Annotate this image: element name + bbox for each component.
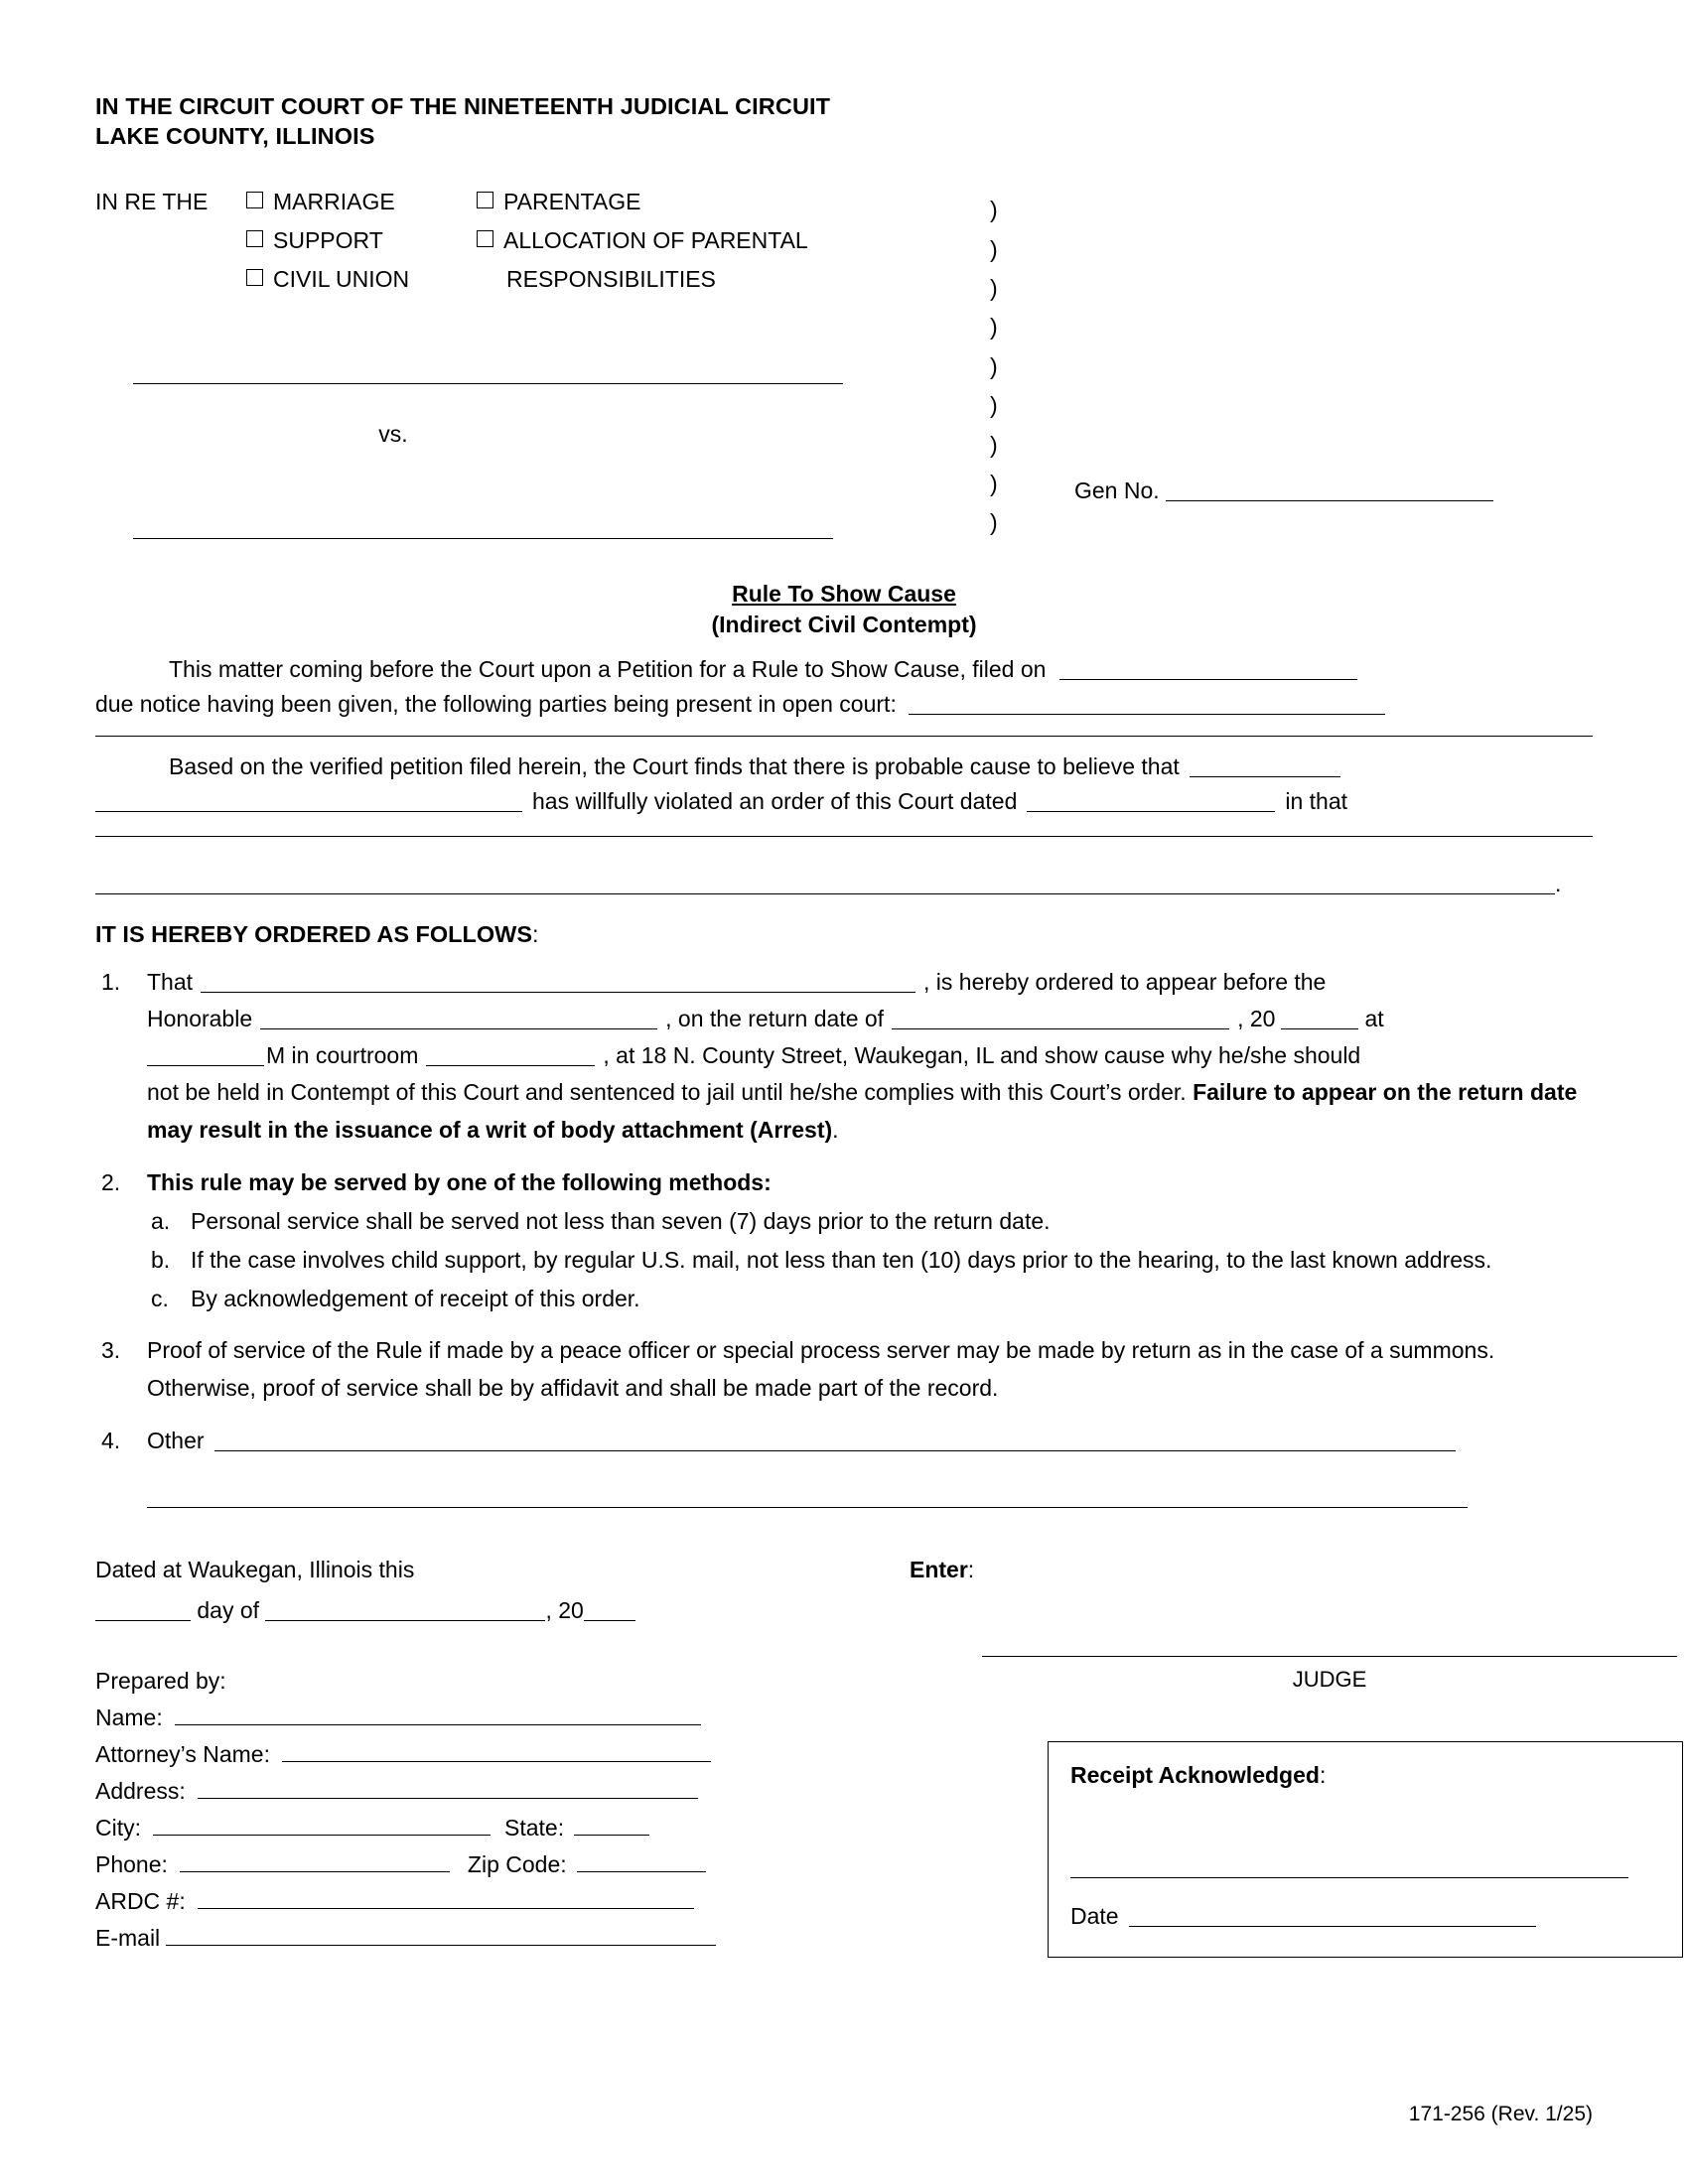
- checkbox-civil-union[interactable]: [246, 268, 477, 291]
- caption-row-3: [95, 268, 1593, 307]
- prepared-attorney-input[interactable]: [282, 1746, 711, 1762]
- item-1-seg6: at: [1364, 1005, 1384, 1031]
- receipt-heading-colon: :: [1319, 1762, 1327, 1788]
- document-body: [95, 91, 1593, 1964]
- parties-present-line-2[interactable]: [95, 736, 1593, 737]
- prepared-state-input[interactable]: [574, 1820, 649, 1836]
- petitioner-name-line[interactable]: [133, 383, 843, 384]
- item-2-sublist: [147, 1203, 1593, 1316]
- dated-year-prefix: , 20: [545, 1596, 584, 1623]
- prepared-name-row: [95, 1706, 850, 1743]
- item-1-seg9: not be held in Contempt of this Court and sentenced to jail until he/she complies with this Court’s order.: [147, 1079, 1187, 1106]
- checkbox-marriage-label: MARRIAGE: [273, 189, 395, 215]
- violation-description-line-1[interactable]: [95, 836, 1593, 837]
- item-1-number: 1.: [101, 968, 121, 995]
- item-1-line-1: [147, 964, 1593, 1001]
- item-2c-number: c.: [151, 1285, 169, 1311]
- checkbox-support-label: SUPPORT: [273, 227, 383, 254]
- ordered-item-2: [95, 1164, 1593, 1317]
- prepared-address-input[interactable]: [198, 1783, 698, 1799]
- dated-line-2: [95, 1590, 1593, 1630]
- prepared-name-input[interactable]: [175, 1709, 701, 1725]
- prepared-state-label: State:: [504, 1814, 565, 1841]
- item-1-line-3: [147, 1037, 1593, 1074]
- item-1-period: .: [832, 1116, 839, 1143]
- prepared-city-state-row: [95, 1814, 850, 1853]
- document-title: Rule To Show Cause: [732, 581, 956, 608]
- prepared-address-label: Address:: [95, 1777, 186, 1804]
- item-1-seg5: , 20: [1237, 1005, 1276, 1031]
- dated-year-line[interactable]: [584, 1603, 635, 1621]
- prepared-phone-label: Phone:: [95, 1850, 168, 1877]
- judge-label: JUDGE: [1292, 1667, 1367, 1693]
- item-2b-number: b.: [151, 1246, 171, 1273]
- in-re-the-label: IN RE THE: [95, 189, 209, 215]
- checkbox-allocation-box[interactable]: [477, 230, 493, 247]
- enter-block: [910, 1550, 974, 1589]
- item-1-seg3: Honorable: [147, 1005, 253, 1031]
- enter-colon: :: [967, 1557, 975, 1583]
- item-2b-text: If the case involves child support, by regular U.S. mail, not less than ten (10) days prior to the hearing, to the last known address.: [191, 1246, 1492, 1273]
- violation-description-line-2[interactable]: [95, 877, 1555, 894]
- respondent-name-line[interactable]: [133, 538, 833, 539]
- prepared-ardc-label: ARDC #:: [95, 1887, 186, 1914]
- item-1-line-2: [147, 1001, 1593, 1037]
- checkbox-marriage[interactable]: [246, 191, 477, 213]
- receipt-heading-row: [1070, 1762, 1660, 1789]
- document-subtitle: (Indirect Civil Contempt): [711, 611, 977, 637]
- checkbox-parentage-box[interactable]: [477, 192, 493, 208]
- gen-no-input-line[interactable]: [1166, 483, 1493, 501]
- receipt-date-line[interactable]: [1129, 1909, 1536, 1927]
- ordered-items-list: [95, 964, 1593, 1517]
- checkbox-support-box[interactable]: [246, 230, 263, 247]
- item-1-warning: Failure to appear on the return date may result in the issuance of a writ of body attachment (Arrest): [147, 1079, 1578, 1143]
- prepared-email-row: [95, 1924, 850, 1964]
- item-2-heading: This rule may be served by one of the following methods:: [147, 1168, 772, 1195]
- return-year-line[interactable]: [1281, 1012, 1358, 1029]
- prepared-phone-zip-row: [95, 1850, 850, 1890]
- gen-no-label: Gen No.: [1074, 478, 1160, 504]
- item-3-text: Proof of service of the Rule if made by a peace officer or special process server may be made by return as in the case of a summons. Otherwise, proof of service shall be by affidavit and shall be made part of the record.: [147, 1337, 1495, 1401]
- item-2-number: 2.: [101, 1168, 121, 1195]
- other-line-2[interactable]: [147, 1490, 1468, 1508]
- receipt-signature-line[interactable]: [1070, 1860, 1628, 1878]
- court-header-line2: LAKE COUNTY, ILLINOIS: [95, 123, 375, 150]
- ordered-item-4: [95, 1423, 1593, 1517]
- receipt-date-label: Date: [1070, 1903, 1119, 1929]
- checkbox-parentage-label: PARENTAGE: [503, 189, 641, 215]
- item-2c-text: By acknowledgement of receipt of this order.: [191, 1285, 640, 1311]
- judge-signature-line[interactable]: [982, 1656, 1677, 1657]
- court-header-line1: IN THE CIRCUIT COURT OF THE NINETEENTH JUDICIAL CIRCUIT: [95, 93, 831, 119]
- checkbox-allocation-label: ALLOCATION OF PARENTAL: [503, 227, 808, 254]
- preamble-p2b-text: has willfully violated an order of this Court dated: [532, 787, 1018, 814]
- allocation-continued-label: RESPONSIBILITIES: [506, 266, 716, 293]
- prepared-city-label: City:: [95, 1814, 141, 1841]
- receipt-acknowledged-box: [1048, 1741, 1683, 1958]
- filed-on-date-line[interactable]: [1059, 662, 1357, 680]
- preamble-paragraph-2: [95, 751, 1593, 783]
- prepared-by-block: [95, 1667, 850, 1964]
- honorable-judge-line[interactable]: [260, 1012, 657, 1029]
- time-line[interactable]: [147, 1048, 264, 1066]
- item-4-number: 4.: [101, 1427, 121, 1453]
- prepared-phone-input[interactable]: [180, 1856, 450, 1872]
- item-2a-number: a.: [151, 1208, 171, 1234]
- ordered-as-follows-text: IT IS HEREBY ORDERED AS FOLLOWS: [95, 920, 533, 947]
- prepared-ardc-input[interactable]: [198, 1893, 694, 1909]
- prepared-email-input[interactable]: [166, 1930, 716, 1946]
- prepared-name-label: Name:: [95, 1704, 163, 1730]
- preamble-p2-text: Based on the verified petition filed herein, the Court finds that there is probable cause to believe that: [169, 753, 1180, 780]
- dated-day-of-label: day of: [197, 1596, 260, 1623]
- item-4-label: Other: [147, 1427, 205, 1453]
- dated-month-line[interactable]: [265, 1603, 545, 1621]
- dated-line-1: Dated at Waukegan, Illinois this: [95, 1557, 415, 1583]
- receipt-heading: Receipt Acknowledged: [1070, 1762, 1320, 1788]
- caption-row-2: [95, 229, 1593, 268]
- prepared-email-label: E-mail: [95, 1924, 161, 1951]
- dated-day-line[interactable]: [95, 1603, 191, 1621]
- checkbox-civil-union-box[interactable]: [246, 269, 263, 286]
- ordered-item-1: [95, 964, 1593, 1149]
- petitioner-name-row: [95, 345, 1593, 384]
- respondent-name-row: [95, 500, 1593, 539]
- violation-period: .: [1555, 870, 1562, 896]
- item-1-seg8: , at 18 N. County Street, Waukegan, IL and show cause why he/she should: [603, 1042, 1361, 1068]
- case-caption: [95, 191, 1593, 539]
- prepared-attorney-row: [95, 1740, 850, 1780]
- checkbox-parentage[interactable]: [477, 191, 640, 213]
- checkbox-allocation-of-parental-responsibilities[interactable]: [477, 229, 808, 252]
- item-1-seg1: That: [147, 968, 194, 995]
- violator-name-line[interactable]: [95, 794, 522, 812]
- probable-cause-line-a[interactable]: [1190, 759, 1340, 777]
- checkbox-support[interactable]: [246, 229, 477, 252]
- caption-spacer-1: [95, 307, 1593, 345]
- ordered-as-follows-heading: [95, 921, 1593, 948]
- courtroom-line[interactable]: [426, 1048, 595, 1066]
- violation-description-row-2: [95, 871, 1593, 897]
- gen-no-field: [1074, 479, 1493, 502]
- preamble-paragraph-2b: [95, 785, 1593, 818]
- preamble-p2c-text: in that: [1285, 787, 1348, 814]
- item-4-line-2-wrap: [147, 1479, 1593, 1516]
- item-2b: [147, 1242, 1593, 1279]
- vs-label: vs.: [378, 421, 408, 448]
- preamble-p1b-text: due notice having been given, the following parties being present in open court:: [95, 690, 897, 717]
- item-2a: [147, 1203, 1593, 1240]
- checkbox-civil-union-label: CIVIL UNION: [273, 266, 410, 293]
- receipt-date-row: [1070, 1903, 1660, 1930]
- form-number-footer: 171-256 (Rev. 1/25): [1408, 2103, 1593, 2125]
- prepared-by-heading: Prepared by:: [95, 1667, 226, 1694]
- order-date-line[interactable]: [1027, 794, 1275, 812]
- item-1-seg2: , is hereby ordered to appear before the: [923, 968, 1327, 995]
- item-3-number: 3.: [101, 1337, 121, 1364]
- checkbox-marriage-box[interactable]: [246, 192, 263, 208]
- other-line-1[interactable]: [214, 1433, 1456, 1451]
- caption-row-1: [95, 191, 1593, 229]
- preamble-paragraph-1b: [95, 688, 1593, 721]
- item-1-line-4: [147, 1074, 1593, 1149]
- item-1-seg4: , on the return date of: [665, 1005, 885, 1031]
- prepared-zip-input[interactable]: [577, 1856, 706, 1872]
- prepared-attorney-label: Attorney’s Name:: [95, 1740, 270, 1767]
- prepared-ardc-row: [95, 1887, 850, 1927]
- prepared-zip-label: Zip Code:: [467, 1850, 567, 1877]
- vs-row: [95, 423, 1593, 462]
- prepared-city-input[interactable]: [153, 1820, 491, 1836]
- prepared-by-heading-row: [95, 1667, 850, 1706]
- receipt-signature-row: [1070, 1854, 1660, 1881]
- parties-present-line-1[interactable]: [909, 697, 1385, 715]
- court-header: [95, 91, 1593, 151]
- appear-person-line[interactable]: [201, 975, 915, 993]
- return-date-line[interactable]: [892, 1012, 1229, 1029]
- preamble-paragraph-1: [95, 653, 1593, 686]
- caption-paren-column: ) ) ) ) ) ) ) ) ): [990, 197, 998, 536]
- enter-label: Enter: [910, 1557, 968, 1583]
- item-2a-text: Personal service shall be served not less than seven (7) days prior to the return date.: [191, 1208, 1051, 1234]
- prepared-address-row: [95, 1777, 850, 1817]
- preamble-p1-text: This matter coming before the Court upon a Petition for a Rule to Show Cause, filed on: [169, 655, 1047, 682]
- item-1-seg7: M in courtroom: [266, 1042, 419, 1068]
- ordered-item-3: [95, 1332, 1593, 1407]
- caption-spacer-2: [95, 384, 1593, 423]
- item-2c: [147, 1281, 1593, 1317]
- document-title-block: [95, 579, 1593, 639]
- ordered-as-follows-colon: :: [532, 920, 539, 947]
